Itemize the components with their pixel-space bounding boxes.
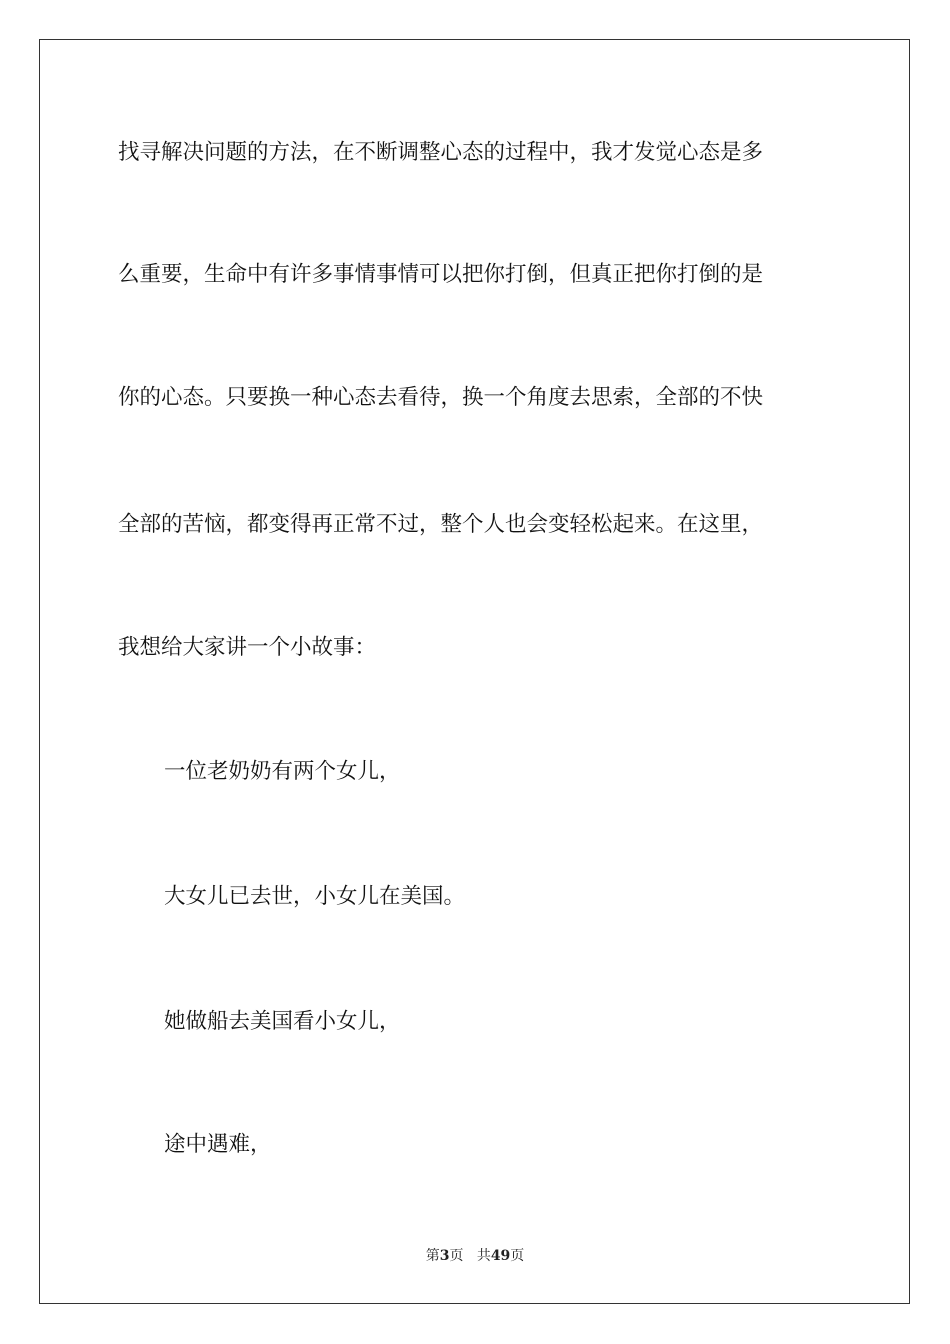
body-line-4: 全部的苦恼，都变得再正常不过，整个人也会变轻松起来。在这里，: [118, 512, 764, 537]
footer-total-suffix: 页: [510, 1248, 525, 1264]
footer-total-prefix: 共: [476, 1248, 491, 1264]
story-line-2: 大女儿已去世，小女儿在美国。: [164, 884, 466, 909]
body-line-3: 你的心态。只要换一种心态去看待，换一个角度去思索，全部的不快: [118, 385, 764, 410]
body-line-5: 我想给大家讲一个小故事：: [118, 635, 377, 660]
story-line-4: 途中遇难，: [164, 1132, 272, 1157]
footer-prefix: 第: [425, 1248, 440, 1264]
page-frame: [39, 39, 910, 1304]
footer-total-pages: 49: [490, 1248, 511, 1264]
page-footer: [0, 1246, 950, 1266]
body-line-1: 找寻解决问题的方法，在不断调整心态的过程中，我才发觉心态是多: [118, 140, 764, 165]
story-line-1: 一位老奶奶有两个女儿，: [164, 759, 401, 784]
footer-page-suffix: 页: [449, 1248, 464, 1264]
body-line-2: 么重要，生命中有许多事情事情可以把你打倒，但真正把你打倒的是: [118, 262, 764, 287]
story-line-3: 她做船去美国看小女儿，: [164, 1009, 401, 1034]
footer-page-number: 3: [439, 1248, 450, 1264]
